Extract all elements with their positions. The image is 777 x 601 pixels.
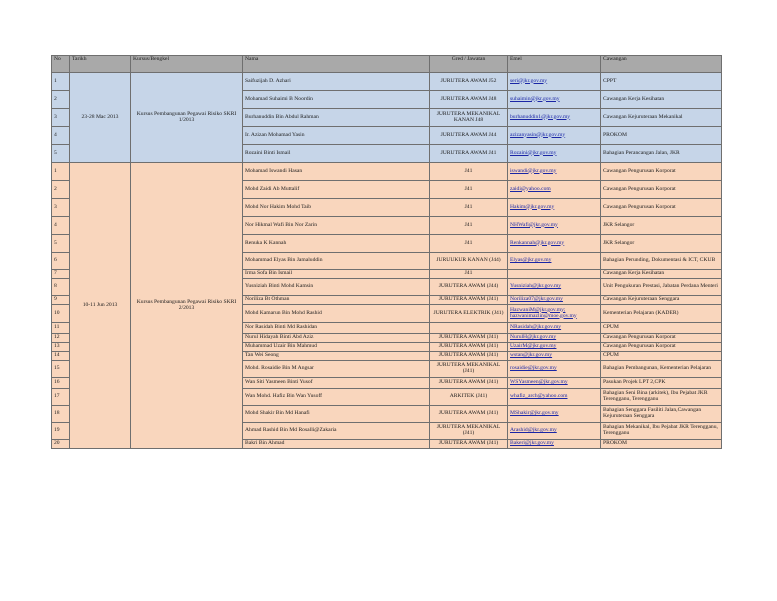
emel-cell xyxy=(508,145,601,163)
nama-cell: Tan Wei Seong xyxy=(243,352,430,361)
email-link[interactable]: seri@jkr.gov.my xyxy=(510,77,548,84)
cawangan-cell: CPPT xyxy=(601,73,722,91)
email-link[interactable]: Yusniziah@jkr.gov.my xyxy=(510,283,562,290)
nama-cell: Burhanuddin Bin Abdul Rahman xyxy=(243,109,430,127)
nama-cell: Mohd Nor Hakim Mohd Taib xyxy=(243,199,430,217)
kursus-cell: Kursus Pembangunan Pegawai Risiko SKRI 2/2013 xyxy=(131,163,243,449)
emel-cell xyxy=(508,217,601,235)
gred-cell: JURUTERA MEKANIKAL KANAN J48 xyxy=(430,109,508,127)
gred-cell: JURUTERA AWAM (J41) xyxy=(430,352,508,361)
row-number: 11 xyxy=(52,323,70,334)
header-tarikh: Tarikh xyxy=(70,56,131,73)
cawangan-cell: JKR Selangor xyxy=(601,217,722,235)
nama-cell: Mohamad Iswandi Hasan xyxy=(243,163,430,181)
emel-cell xyxy=(508,423,601,440)
header-cawangan: Cawangan xyxy=(601,56,722,73)
row-number: 18 xyxy=(52,406,70,423)
row-number: 4 xyxy=(52,127,70,145)
cawangan-cell: PROKOM xyxy=(601,440,722,449)
cawangan-cell: Unit Pengukuran Prestasi, Jabatan Perdana Menteri xyxy=(601,279,722,296)
gred-cell xyxy=(430,323,508,334)
nama-cell: Saifuzijah D. Azhari xyxy=(243,73,430,91)
row-number: 20 xyxy=(52,440,70,449)
emel-cell xyxy=(508,73,601,91)
tarikh-cell: 10-11 Jun 2013 xyxy=(70,163,131,449)
row-number: 9 xyxy=(52,296,70,305)
emel-cell xyxy=(508,334,601,343)
nama-cell: Ahmad Rashid Bin Md Rosalli@Zakaria xyxy=(243,423,430,440)
cawangan-cell: Bahagian Pembangunan, Kementerian Pelajaran xyxy=(601,361,722,378)
row-number: 8 xyxy=(52,279,70,296)
gred-cell: JURUTERA AWAM J41 xyxy=(430,145,508,163)
nama-cell: Muhammad Uzair Bin Mahmud xyxy=(243,343,430,352)
cawangan-cell: Cawangan Pengurusan Korporat xyxy=(601,163,722,181)
cawangan-cell: Cawangan Pengurusan Korporat xyxy=(601,181,722,199)
cawangan-cell: Cawangan Pengurusan Korporat xyxy=(601,199,722,217)
emel-cell xyxy=(508,279,601,296)
email-link[interactable]: HazwaniM@jkr.gov.my; hazwanimazlin@moe.gov.my xyxy=(510,306,577,319)
cawangan-cell: Kementerian Pelajaran (KADER) xyxy=(601,305,722,323)
table-row xyxy=(52,163,722,181)
gred-cell: JURUTERA MEKANIKAL (J41) xyxy=(430,423,508,440)
cawangan-cell: Bahagian Perancangan Jalan, JKR xyxy=(601,145,722,163)
emel-cell xyxy=(508,296,601,305)
gred-cell: JURUUKUR KANAN (J44) xyxy=(430,253,508,270)
row-number: 13 xyxy=(52,343,70,352)
nama-cell: Mohd Shakir Bin Md Hanafi xyxy=(243,406,430,423)
row-number: 15 xyxy=(52,361,70,378)
kursus-cell: Kursus Pembangunan Pegawai Risiko SKRI 1/2013 xyxy=(131,73,243,163)
row-number: 16 xyxy=(52,378,70,389)
nama-cell: Nor Hikmal Wafi Bin Nor Zarin xyxy=(243,217,430,235)
header-gred: Gred / Jawatan xyxy=(430,56,508,73)
participants-table xyxy=(51,55,722,449)
cawangan-cell: Cawangan Kerja Kesihatan xyxy=(601,270,722,279)
gred-cell: JURUTERA AWAM (J41) xyxy=(430,343,508,352)
nama-cell: Nor Rasidah Binti Md Rashidan xyxy=(243,323,430,334)
row-number: 10 xyxy=(52,305,70,323)
row-number: 1 xyxy=(52,163,70,181)
gred-cell: J41 xyxy=(430,163,508,181)
row-number: 19 xyxy=(52,423,70,440)
emel-cell xyxy=(508,323,601,334)
cawangan-cell: Pasukan Projek LPT 2,CPK xyxy=(601,378,722,389)
email-link[interactable]: rosaidie@jkr.gov.my xyxy=(510,365,557,372)
gred-cell: JURUTERA ELEKTRIK (J41) xyxy=(430,305,508,323)
emel-cell xyxy=(508,378,601,389)
cawangan-cell: CPUM xyxy=(601,352,722,361)
nama-cell: Yusniziah Binti Mohd Kamsin xyxy=(243,279,430,296)
gred-cell: JURUTERA AWAM (J41) xyxy=(430,334,508,343)
cawangan-cell: PROKOM xyxy=(601,127,722,145)
emel-cell xyxy=(508,270,601,279)
row-number: 14 xyxy=(52,352,70,361)
gred-cell: JURUTERA AWAM (J41) xyxy=(430,296,508,305)
nama-cell: Mohd Zaidi Ab Muttalif xyxy=(243,181,430,199)
emel-cell xyxy=(508,352,601,361)
header-nama: Nama xyxy=(243,56,430,73)
email-link[interactable]: Noriliza07@jkr.gov.my xyxy=(510,296,563,303)
row-number: 17 xyxy=(52,389,70,406)
emel-cell xyxy=(508,305,601,323)
gred-cell: JURUTERA AWAM J52 xyxy=(430,73,508,91)
header-emel: Emel xyxy=(508,56,601,73)
nama-cell: Wan Mohd. Hafiz Bin Wan Yusoff xyxy=(243,389,430,406)
cawangan-cell: JKR Selangor xyxy=(601,235,722,253)
email-link[interactable]: Elyas@jkr.gov.my xyxy=(510,257,552,264)
row-number: 3 xyxy=(52,109,70,127)
row-number: 7 xyxy=(52,270,70,279)
cawangan-cell: CPUM xyxy=(601,323,722,334)
email-link[interactable]: burhanuddin1@jkr.gov.my xyxy=(510,113,571,120)
nama-cell: Mohd Kamarun Bin Mohd Rashid xyxy=(243,305,430,323)
nama-cell: Noriliza Bt Othman xyxy=(243,296,430,305)
email-link[interactable]: WSYasmeen@jkr.gov.my xyxy=(510,379,568,386)
email-link[interactable]: UzairM@jkr.gov.my xyxy=(510,343,557,350)
gred-cell: JURUTERA AWAM J44 xyxy=(430,127,508,145)
row-number: 3 xyxy=(52,199,70,217)
nama-cell: Bakri Bin Ahmad xyxy=(243,440,430,449)
nama-cell: Renuka K Kannah xyxy=(243,235,430,253)
gred-cell: J41 xyxy=(430,181,508,199)
gred-cell: ARKITEK (J41) xyxy=(430,389,508,406)
cawangan-cell: Bahagian Mekanikal, Ibu Pejabat JKR Terengganu, Terengganu xyxy=(601,423,722,440)
email-link[interactable]: MShakir@jkr.gov.my xyxy=(510,410,559,417)
email-link[interactable]: NHWafi@jkr.gov.my xyxy=(510,221,558,228)
emel-cell xyxy=(508,253,601,270)
row-number: 1 xyxy=(52,73,70,91)
email-link[interactable]: zaidi@yahoo.com xyxy=(510,185,551,192)
gred-cell: J41 xyxy=(430,235,508,253)
email-link[interactable]: suhaimin@jkr.gov.my xyxy=(510,95,560,102)
gred-cell: JURUTERA AWAM J48 xyxy=(430,91,508,109)
emel-cell xyxy=(508,389,601,406)
cawangan-cell: Cawangan Pengurusan Korporat xyxy=(601,343,722,352)
row-number: 5 xyxy=(52,145,70,163)
cawangan-cell: Bahagian Senggara Fasiliti Jalan,Cawangan Kejuruteraan Senggara xyxy=(601,406,722,423)
header-row xyxy=(52,56,722,73)
cawangan-cell: Bahagian Seni Bina (arkitek), Ibu Pejabat JKR Terengganu, Terengganu xyxy=(601,389,722,406)
row-number: 2 xyxy=(52,181,70,199)
email-link[interactable]: azizanyasin@jkr.gov.my xyxy=(510,131,566,138)
row-number: 5 xyxy=(52,235,70,253)
emel-cell xyxy=(508,127,601,145)
emel-cell xyxy=(508,109,601,127)
cawangan-cell: Cawangan Pengurusan Korporat xyxy=(601,334,722,343)
nama-cell: Wan Siti Yasmeen Binti Yusof xyxy=(243,378,430,389)
emel-cell xyxy=(508,235,601,253)
tarikh-cell: 23-28 Mac 2013 xyxy=(70,73,131,163)
row-number: 2 xyxy=(52,91,70,109)
nama-cell: Ir. Azizan Mohamad Yasin xyxy=(243,127,430,145)
emel-cell xyxy=(508,406,601,423)
emel-cell xyxy=(508,199,601,217)
emel-cell xyxy=(508,343,601,352)
emel-cell xyxy=(508,163,601,181)
gred-cell: JURUTERA AWAM (J44) xyxy=(430,279,508,296)
row-number: 6 xyxy=(52,253,70,270)
emel-cell xyxy=(508,91,601,109)
gred-cell: J41 xyxy=(430,217,508,235)
nama-cell: Mohd. Rosaidie Bin M Angsar xyxy=(243,361,430,378)
table-row xyxy=(52,73,722,91)
cawangan-cell: Cawangan Kerja Kesihatan xyxy=(601,91,722,109)
nama-cell: Mohamad Suhaimi B Noordin xyxy=(243,91,430,109)
emel-cell xyxy=(508,181,601,199)
email-link[interactable]: Hakim@jkr.gov.my xyxy=(510,203,555,210)
row-number: 4 xyxy=(52,217,70,235)
nama-cell: Nurul Hidayah Binti Abd Aziz xyxy=(243,334,430,343)
nama-cell: Mohammad Elyas Bin Jamaluddin xyxy=(243,253,430,270)
email-link[interactable]: NurulH@jkr.gov.my xyxy=(510,334,557,341)
gred-cell: JURUTERA AWAM (J41) xyxy=(430,378,508,389)
email-link[interactable]: Bakeri@jkr.gov.my xyxy=(510,440,554,447)
gred-cell: J41 xyxy=(430,199,508,217)
email-link[interactable]: iswandi@jkr.gov.my xyxy=(510,167,557,174)
nama-cell: Rozaini Binti Ismail xyxy=(243,145,430,163)
email-link[interactable]: Rozaini@jkr.gov.my xyxy=(510,149,557,156)
email-link[interactable]: Renkannah@jkr.gov.my xyxy=(510,239,565,246)
header-kursus: Kursus/Bengkel xyxy=(131,56,243,73)
nama-cell: Irma Sofa Bin Ismail xyxy=(243,270,430,279)
cawangan-cell: Cawangan Kejuruteraan Senggara xyxy=(601,296,722,305)
email-link[interactable]: NRasidah@jkr.gov.my xyxy=(510,324,562,331)
cawangan-cell: Bahagian Perunding, Dokumentasi & ICT, CKUB xyxy=(601,253,722,270)
gred-cell: JURUTERA AWAM (J41) xyxy=(430,406,508,423)
header-no: No xyxy=(52,56,70,73)
row-number: 12 xyxy=(52,334,70,343)
emel-cell xyxy=(508,440,601,449)
gred-cell: J41 xyxy=(430,270,508,279)
gred-cell: JURUTERA MEKANIKAL (J41) xyxy=(430,361,508,378)
email-link[interactable]: whafiz_arch@yahoo.com xyxy=(510,393,568,400)
email-link[interactable]: Arashid@jkr.gov.my xyxy=(510,427,557,434)
email-link[interactable]: wstan@jkr.gov.my xyxy=(510,352,553,359)
gred-cell: JURUTERA AWAM (J41) xyxy=(430,440,508,449)
cawangan-cell: Cawangan Kejuruteraan Mekanikal xyxy=(601,109,722,127)
emel-cell xyxy=(508,361,601,378)
